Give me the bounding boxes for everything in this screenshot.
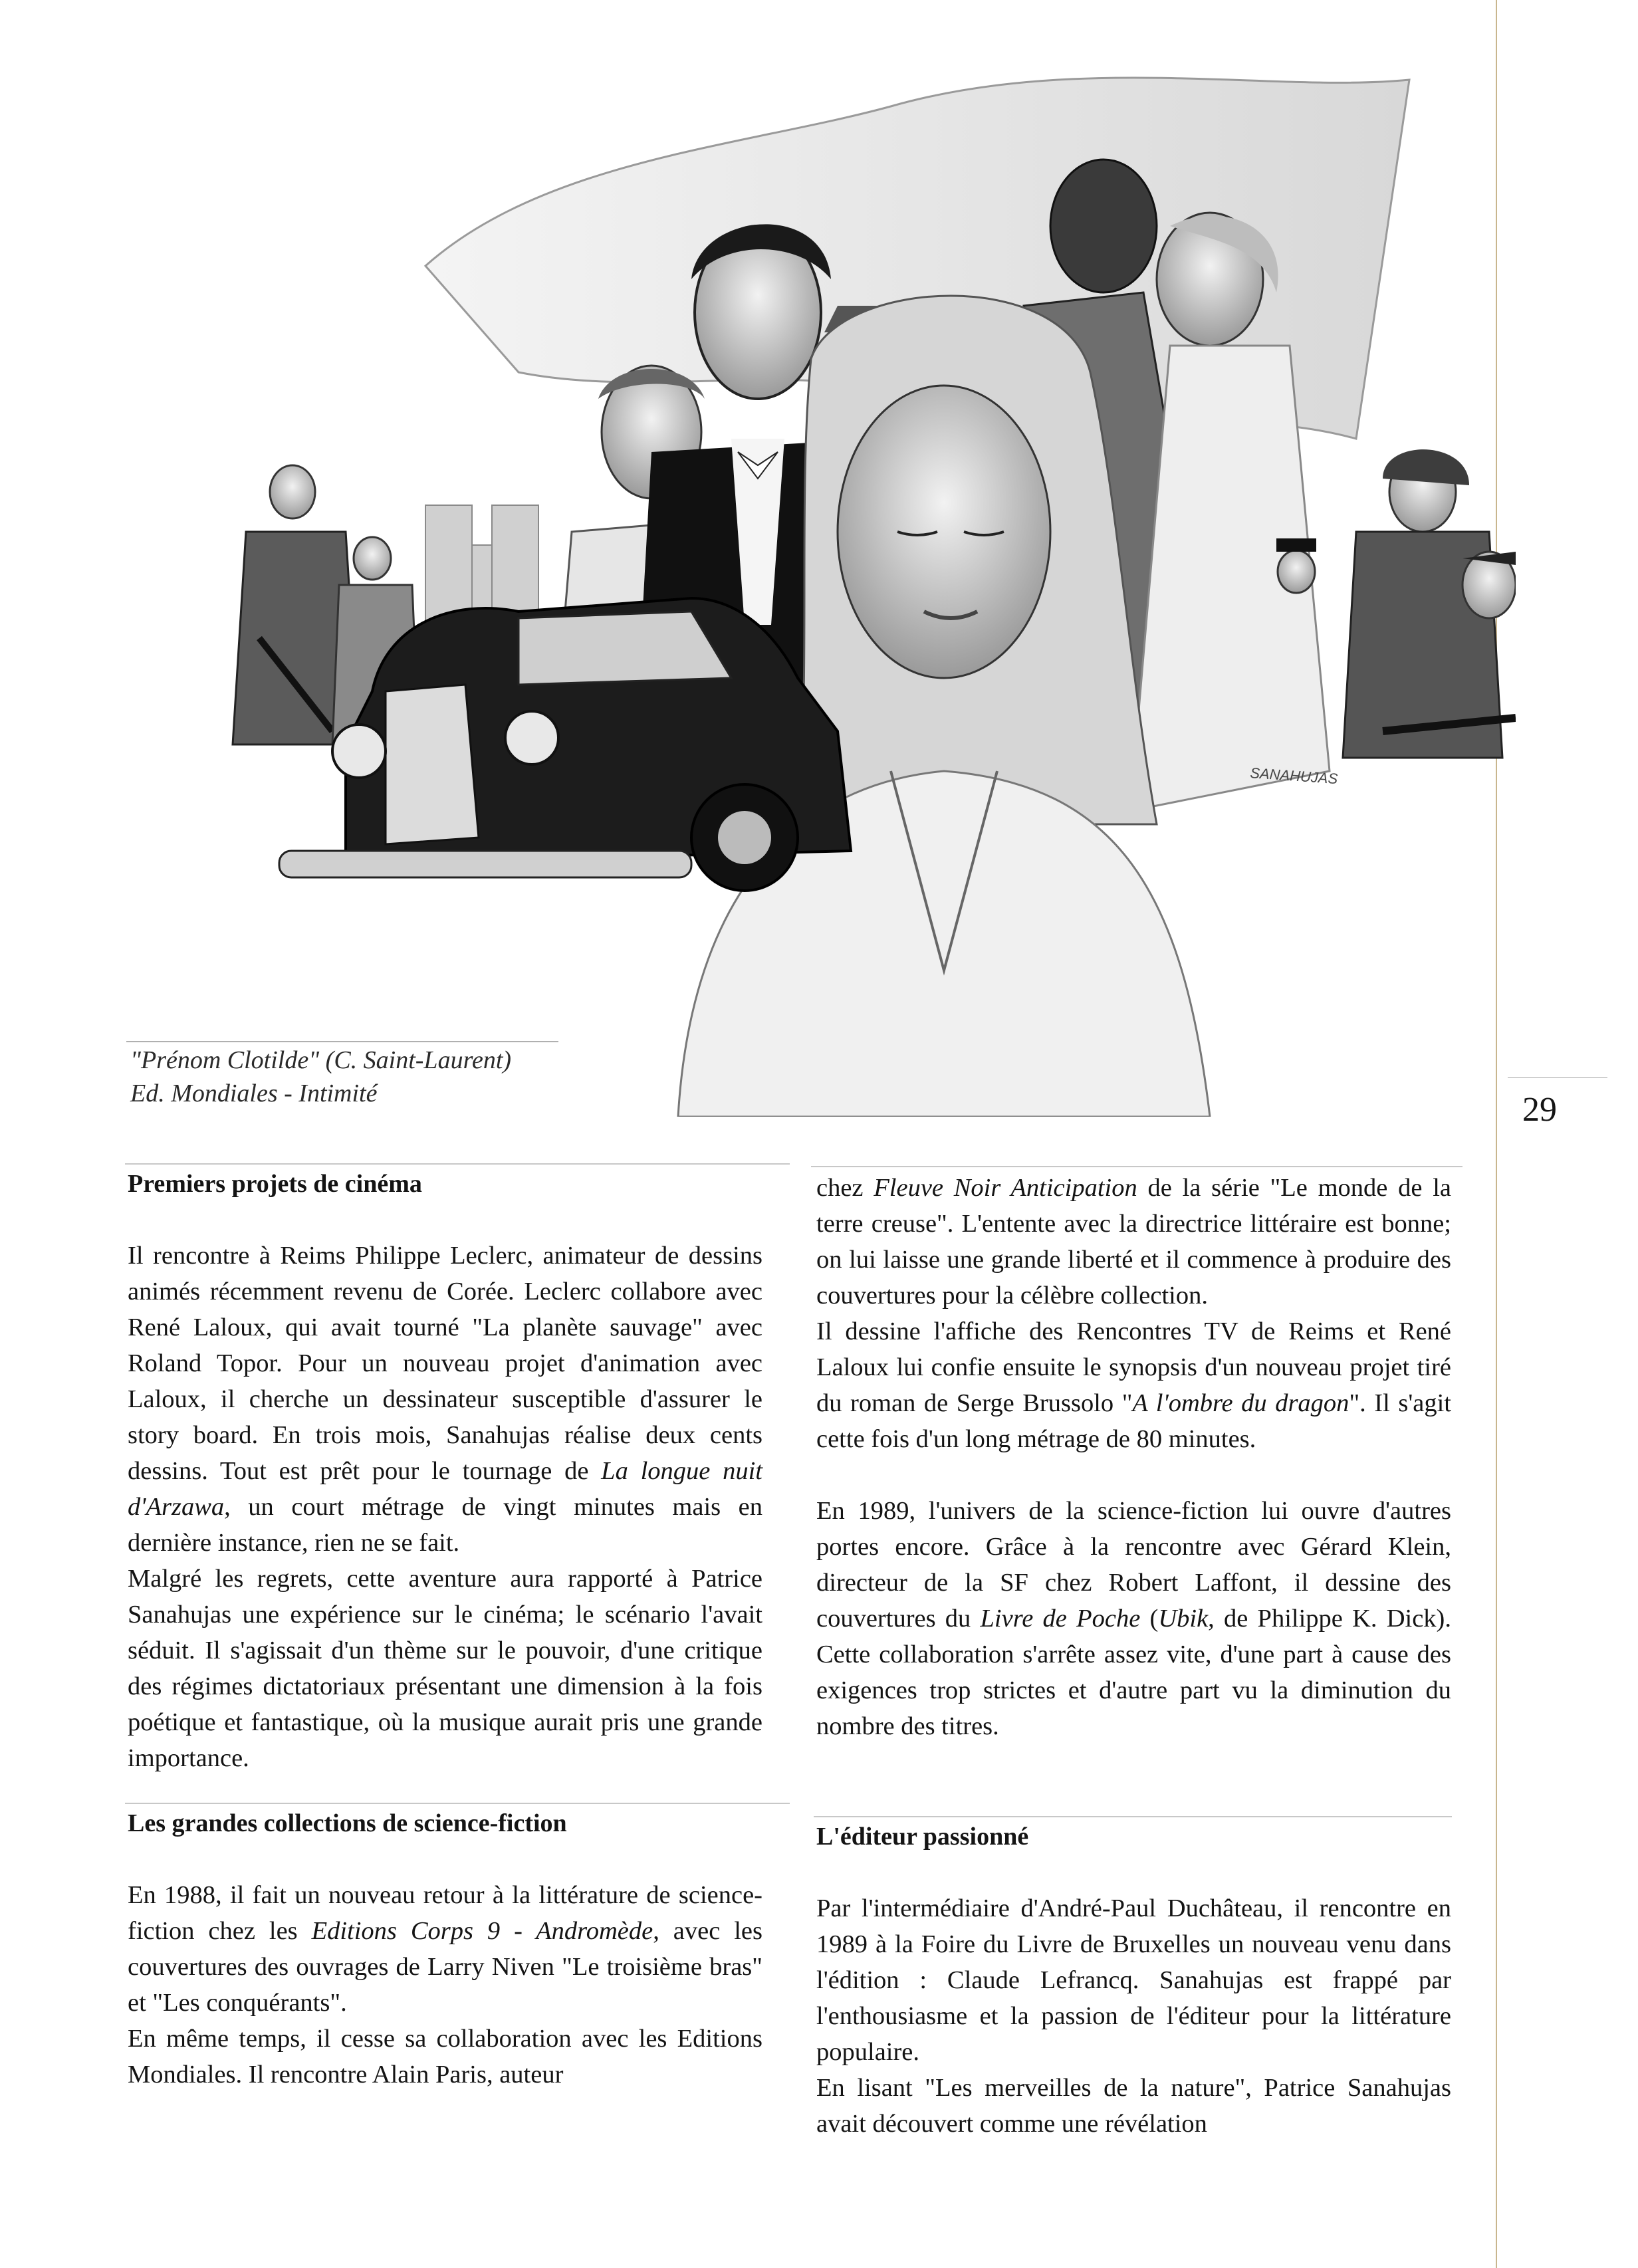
caption-rule	[126, 1041, 558, 1042]
paragraph: chez Fleuve Noir Anticipation de la série "Le monde de la terre creuse". L'entente avec la directrice littéraire est bonne; on lui laisse une grande liberté et il commence à produire des couvertures pour la célèbre collection.	[816, 1170, 1451, 1313]
paragraph: Il dessine l'affiche des Rencontres TV de Reims et René Laloux lui confie ensuite le synopsis d'un nouveau projet tiré du roman de Serge Brussolo "A l'ombre du dragon". Il s'agit cette fois d'un long métrage de 80 minutes.	[816, 1317, 1451, 1453]
left-column	[128, 1163, 762, 2093]
page-number: 29	[1522, 1091, 1557, 1129]
paragraph: En 1989, l'univers de la science-fiction lui ouvre d'autres portes encore. Grâce à la rencontre avec Gérard Klein, directeur de la SF chez Robert Laffont, il dessine des couvertures du Livre de Poche (Ubik, de Philippe K. Dick). Cette collaboration s'arrête assez vite, d'une part à cause des exigences trop strictes et d'autre part vu la diminution du nombre des titres.	[816, 1497, 1451, 1740]
section-heading-cinema: Premiers projets de cinéma	[128, 1163, 762, 1202]
caption-line-1: "Prénom Clotilde" (C. Saint-Laurent)	[130, 1046, 512, 1074]
artist-signature: SANAHUJAS	[1249, 764, 1339, 788]
paragraph: En lisant "Les merveilles de la nature", Patrice Sanahujas avait découvert comme une révélation	[816, 2074, 1451, 2138]
paragraph: Par l'intermédiaire d'André-Paul Duchâteau, il rencontre en 1989 à la Foire du Livre de Bruxelles un nouveau venu dans l'édition : Claude Lefrancq. Sanahujas est frappé par l'enthousiasme et la passion de l'éditeur pour la littérature populaire.	[816, 1894, 1451, 2066]
page-number-rule	[1508, 1077, 1607, 1078]
illustration-caption	[130, 1044, 511, 1110]
section-heading-science-fiction: Les grandes collections de science-fiction	[128, 1803, 762, 1841]
section-heading-publisher: L'éditeur passionné	[816, 1816, 1451, 1855]
paragraph: Malgré les regrets, cette aventure aura rapporté à Patrice Sanahujas une expérience sur le cinéma; le scénario l'avait séduit. Il s'agissait d'un thème sur le pouvoir, d'une critique des régimes dictatoriaux présentant une dimension à la fois poétique et fantastique, où la musique aurait pris une grande importance.	[128, 1565, 762, 1772]
paragraph: En même temps, il cesse sa collaboration avec les Editions Mondiales. Il rencontre Alain Paris, auteur	[128, 2025, 762, 2089]
paragraph: Il rencontre à Reims Philippe Leclerc, animateur de dessins animés récemment revenu de Corée. Leclerc collabore avec René Laloux, qui avait tourné "La planète sauvage" avec Roland Topor. Pour un nouveau projet d'animation avec Laloux, il cherche un dessinateur susceptible d'assurer le story board. En trois mois, Sanahujas réalise deux cents dessins. Tout est prêt pour le tournage de La longue nuit d'Arzawa, un court métrage de vingt minutes mais en dernière instance, rien ne se fait.	[128, 1242, 763, 1557]
right-column	[816, 1170, 1451, 2142]
cover-illustration	[146, 27, 1516, 1117]
paragraph: En 1988, il fait un nouveau retour à la littérature de science-fiction chez les Editions Corps 9 - Andromède, avec les couvertures des ouvrages de Larry Niven "Le troisième bras" et "Les conquérants".	[128, 1881, 762, 2017]
caption-line-2: Ed. Mondiales - Intimité	[130, 1079, 378, 1107]
